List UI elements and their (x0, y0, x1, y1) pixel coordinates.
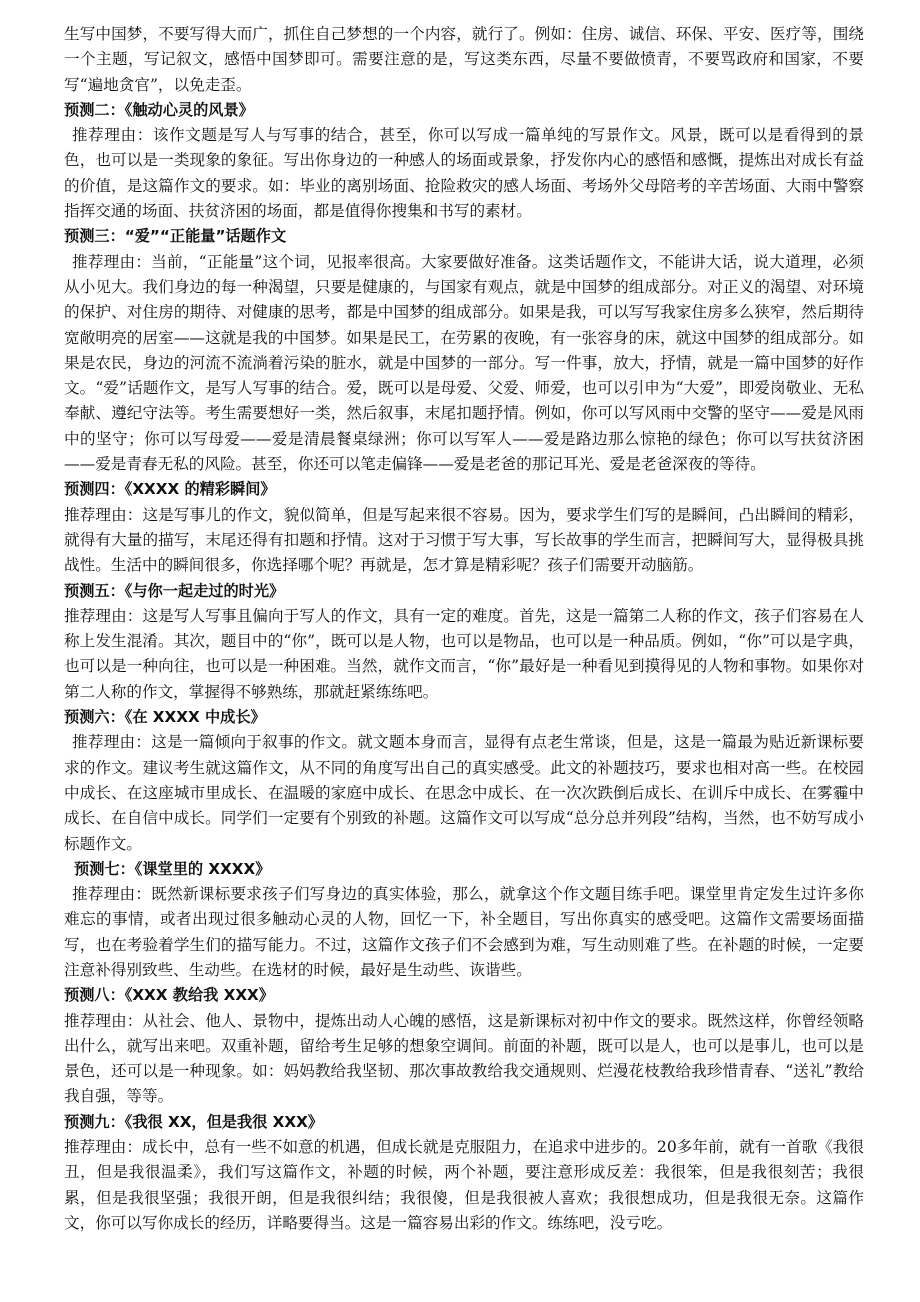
section-body: 推荐理由：这是写人写事且偏向于写人的作文，具有一定的难度。首先，这是一篇第二人称的作文，孩子们容易在人称上发生混淆。其次，题目中的“你”，既可以是人物，也可以是物品，也可以是一种品质。例如，“你”可以是字典，也可以是一种向往，也可以是一种困难。当然，就作文而言，“你”最好是一种看见到摸得见的人物和事物。如果你对第二人称的作文，掌握得不够熟练，那就赶紧练练吧。 (64, 606, 864, 701)
section-body: 推荐理由：成长中，总有一些不如意的机遇，但成长就是克服阻力，在追求中进步的。20多年前，就有一首歌《我很丑，但是我很温柔》，我们写这篇作文，补题的时候，两个补题，要注意形成反差：我很笨，但是我很刻苦；我很累，但是我很坚强；我很开朗，但是我很纠结；我很傻，但是我很被人喜欢；我很想成功，但是我很无奈。这篇作文，你可以写你成长的经历，详略要得当。这是一篇容易出彩的作文。练练吧，没亏吃。 (64, 1138, 864, 1232)
section-heading: 预测九：《我很 XX，但是我很 XXX》 (64, 1112, 323, 1131)
section-heading: 预测六：《在 XXXX 中成长》 (64, 708, 266, 727)
section-body: 推荐理由：当前，“正能量”这个词，见报率很高。大家要做好准备。这类话题作文，不能讲大话，说大道理，必须从小见大。我们身边的每一种渴望，只要是健康的，与国家有观点，就是中国梦的组成部分。对正义的渴望、对环境的保护、对住房的期待、对健康的思考，都是中国梦的组成部分。如果是我，可以写写我家住房多么狭窄，然后期待宽敞明亮的居室——这就是我的中国梦。如果是民工，在劳累的夜晚，有一张容身的床，就这中国梦的组成部分。如果是农民，身边的河流不流淌着污染的脏水，就是中国梦的一部分。写一件事，放大，抒情，就是一篇中国梦的好作文。“爱”话题作文，是写人写事的结合。爱，既可以是母爱、父爱、师爱，也可以引申为“大爱”，即爱岗敬业、无私奉献、遵纪守法等。考生需要想好一类，然后叙事，末尾扣题抒情。例如，你可以写风雨中交警的坚守——爱是风雨中的坚守；你可以写母爱——爱是清晨餐桌绿洲；你可以写军人——爱是路边那么惊艳的绿色；你可以写扶贫济困——爱是青春无私的风险。甚至，你还可以笔走偏锋——爱是老爸的那记耳光、爱是老爸深夜的等待。 (64, 252, 864, 474)
section-heading: 预测八：《XXX 教给我 XXX》 (64, 986, 274, 1005)
section-heading: 预测四：《XXXX 的精彩瞬间》 (64, 480, 276, 499)
section-heading: 预测七：《课堂里的 XXXX》 (74, 859, 271, 878)
section-body: 推荐理由：既然新课标要求孩子们写身边的真实体验，那么，就拿这个作文题目练手吧。课堂里肯定发生过许多你难忘的事情，或者出现过很多触动心灵的人物，回忆一下，补全题目，写出你真实的感受吧。这篇作文需要场面描写，也在考验着学生们的描写能力。不过，这篇作文孩子们不会感到为难，写生动则难了些。在补题的时候，一定要注意补得别致些、生动些。在选材的时候，最好是生动些、诙谐些。 (64, 885, 864, 979)
section-body: 推荐理由：从社会、他人、景物中，提炼出动人心魄的感悟，这是新课标对初中作文的要求。既然这样，你曾经领略出什么，就写出来吧。双重补题，留给考生足够的想象空调间。前面的补题，既可以是人，也可以是事儿，也可以是景色，还可以是一种现象。如：妈妈教给我坚韧、那次事故教给我交通规则、烂漫花枝教给我珍惜青春、“送礼”教给我自强，等等。 (64, 1011, 864, 1106)
section-heading: 预测三：“爱”“正能量”话题作文 (64, 227, 287, 246)
section-heading: 预测二：《触动心灵的风景》 (64, 100, 254, 119)
section-heading: 预测五：《与你一起走过的时光》 (64, 581, 285, 600)
section-body: 推荐理由：这是写事儿的作文，貌似简单，但是写起来很不容易。因为，要求学生们写的是瞬间，凸出瞬间的精彩，就得有大量的描写，末尾还得有扣题和抒情。这对于习惯于写大事，写长故事的学生而言，把瞬间写大，显得极具挑战性。生活中的瞬间很多，你选择哪个呢？再就是，怎才算是精彩呢？孩子们需要开动脑筋。 (64, 505, 864, 575)
section-body: 推荐理由：这是一篇倾向于叙事的作文。就文题本身而言，显得有点老生常谈，但是，这是一篇最为贴近新课标要求的作文。建议考生就这篇作文，从不同的角度写出自己的真实感受。此文的补题技巧，要求也相对高一些。在校园中成长、在这座城市里成长、在温暖的家庭中成长、在思念中成长、在一次次跌倒后成长、在训斥中成长、在雾霾中成长、在自信中成长。同学们一定要有个别致的补题。这篇作文可以写成“总分总并列段”结构，当然，也不妨写成小标题作文。 (64, 733, 864, 853)
section-body: 推荐理由：该作文题是写人与写事的结合，甚至，你可以写成一篇单纯的写景作文。风景，既可以是看得到的景色，也可以是一类现象的象征。写出你身边的一种感人的场面或景象，抒发你内心的感悟和感慨，提炼出对成长有益的价值，是这篇作文的要求。如：毕业的离别场面、抢险救灾的感人场面、考场外父母陪考的辛苦场面、大雨中警察指挥交通的场面、扶贫济困的场面，都是值得你搜集和书写的素材。 (64, 126, 864, 221)
section-body: 生写中国梦，不要写得大而广，抓住自己梦想的一个内容，就行了。例如：住房、诚信、环保、平安、医疗等，围绕一个主题，写记叙文，感悟中国梦即可。需要注意的是，写这类东西，尽量不要做愤青，不要骂政府和国家，不要写“遍地贪官”，以免走歪。 (64, 25, 864, 94)
